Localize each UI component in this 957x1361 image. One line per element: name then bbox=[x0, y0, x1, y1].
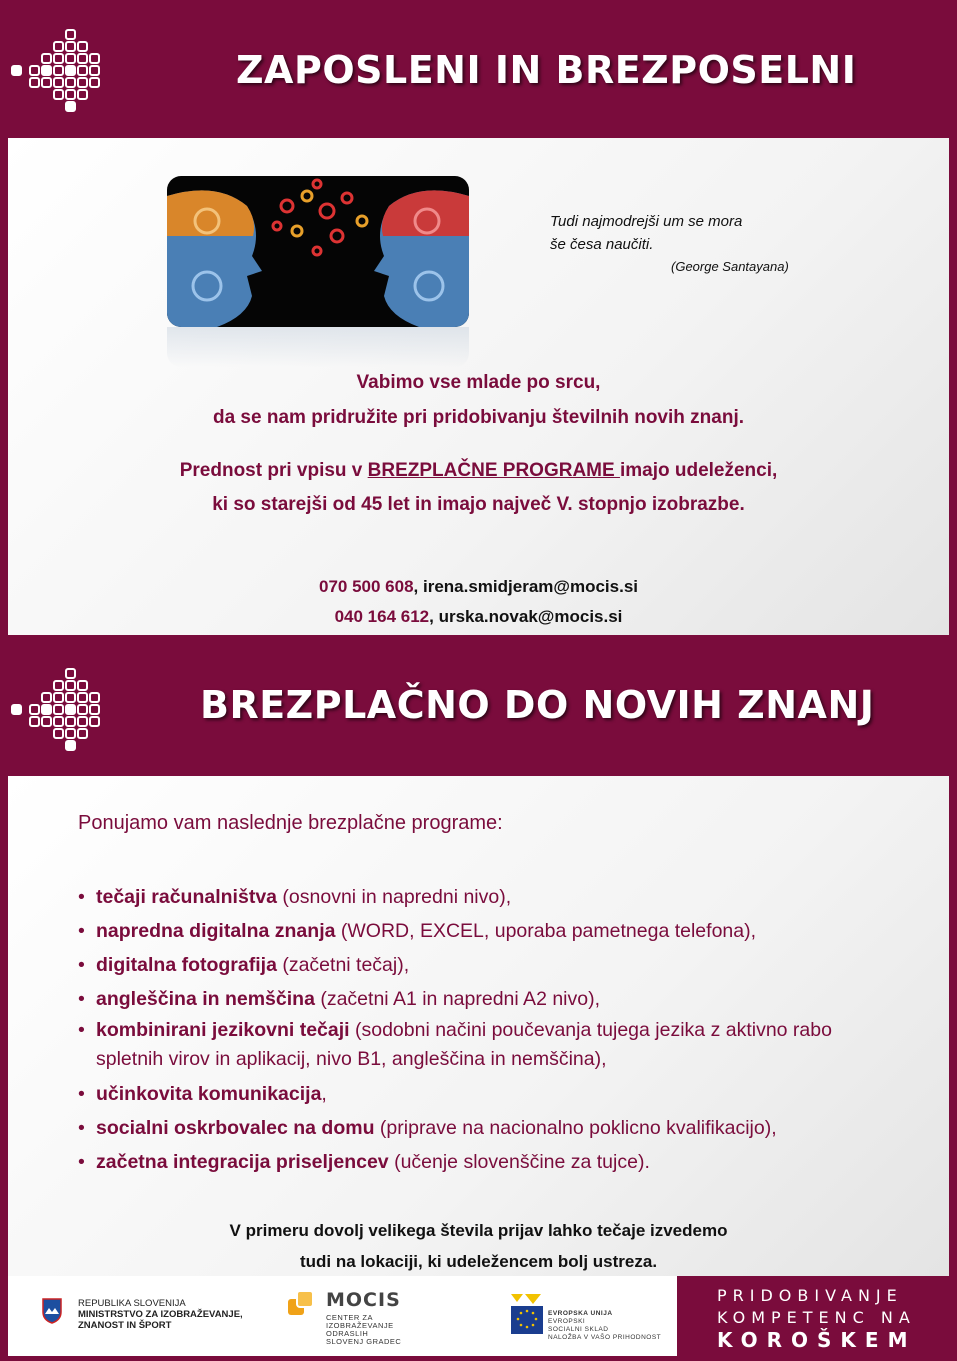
header-programs bbox=[0, 635, 957, 776]
mocis-logo-icon bbox=[287, 1290, 317, 1316]
closing-line-1: V primeru dovolj velikega števila prijav lahko tečaje izvedemo bbox=[229, 1221, 728, 1240]
contacts bbox=[8, 572, 949, 632]
slovenia-coat-of-arms-icon bbox=[42, 1298, 62, 1324]
gears-heads-illustration-icon bbox=[167, 176, 469, 327]
eu-logo-text: EVROPSKA UNIJA EVROPSKI SOCIALNI SKLAD NALOŽBA V VAŠO PRIHODNOST bbox=[548, 1310, 662, 1341]
list-item: • angleščina in nemščina (začetni A1 in napredni A2 nivo), bbox=[78, 982, 878, 1016]
quote-author: (George Santayana) bbox=[671, 259, 789, 274]
mocis-dots-logo-icon bbox=[10, 28, 104, 114]
ministry-logo-text: REPUBLIKA SLOVENIJA MINISTRSTVO ZA IZOBRAŽEVANJE, ZNANOST IN ŠPORT bbox=[78, 1298, 243, 1331]
closing-text bbox=[8, 1215, 949, 1277]
mocis-logo-name: MOCIS bbox=[326, 1289, 401, 1311]
quote-line-1: Tudi najmodrejši um se mora bbox=[550, 213, 743, 230]
list-item: • učinkovita komunikacija, bbox=[78, 1077, 878, 1111]
priority-line-2: ki so starejši od 45 let in imajo največ V. stopnjo izobrazbe. bbox=[212, 494, 745, 515]
list-item: • socialni oskrbovalec na domu (priprave na nacionalno poklicno kvalifikacijo), bbox=[78, 1111, 878, 1145]
quote-line-2: še česa naučiti. bbox=[550, 236, 654, 253]
invite-line-1: Vabimo vse mlade po srcu, bbox=[356, 372, 601, 393]
footer-logos bbox=[8, 1276, 677, 1356]
contact-item bbox=[8, 602, 949, 632]
mocis-dots-logo-icon bbox=[10, 667, 104, 753]
list-item: • digitalna fotografija (začetni tečaj), bbox=[78, 948, 878, 982]
contact-phone[interactable]: 070 500 608 bbox=[319, 577, 414, 596]
contact-email[interactable]: , irena.smidjeram@mocis.si bbox=[413, 577, 638, 596]
list-item: • kombinirani jezikovni tečaji (sodobni načini poučevanja tujega jezika z aktivno rabo spletnih virov in aplikacij, nivo B1, angleščina in nemščina), bbox=[78, 1016, 878, 1077]
programs-list bbox=[78, 880, 878, 1179]
list-item: • napredna digitalna znanja (WORD, EXCEL, uporaba pametnega telefona), bbox=[78, 914, 878, 948]
page-title: ZAPOSLENI IN BREZPOSELNI bbox=[236, 48, 857, 92]
project-label-box bbox=[677, 1276, 949, 1356]
priority-line-1: Prednost pri vpisu v BREZPLAČNE PROGRAME imajo udeleženci, bbox=[179, 460, 778, 481]
invite-line-2: da se nam pridružite pri pridobivanju številnih novih znanj. bbox=[212, 407, 745, 428]
quote bbox=[550, 210, 789, 274]
programs-intro: Ponujamo vam naslednje brezplačne programe: bbox=[78, 812, 503, 834]
header-top bbox=[0, 0, 957, 138]
image-reflection bbox=[167, 327, 469, 367]
section-title: BREZPLAČNO DO NOVIH ZNANJ bbox=[200, 683, 875, 727]
project-label: PRIDOBIVANJE KOMPETENC NA KOROŠKEM bbox=[717, 1286, 917, 1352]
mocis-logo-sub: CENTER ZA IZOBRAŽEVANJE ODRASLIH SLOVENJ GRADEC bbox=[326, 1313, 402, 1346]
free-programs-link[interactable]: BREZPLAČNE PROGRAME bbox=[367, 460, 620, 481]
list-item: • tečaji računalništva (osnovni in napredni nivo), bbox=[78, 880, 878, 914]
intro-panel bbox=[8, 138, 949, 635]
brain-gears-image bbox=[167, 176, 469, 327]
list-item: • začetna integracija priseljencev (učenje slovenščine za tujce). bbox=[78, 1145, 878, 1179]
priority-text bbox=[8, 454, 949, 522]
contact-item bbox=[8, 572, 949, 602]
eu-flag-icon bbox=[509, 1292, 545, 1338]
contact-email[interactable]: , urska.novak@mocis.si bbox=[429, 607, 623, 626]
invite-text bbox=[8, 365, 949, 435]
closing-line-2: tudi na lokaciji, ki udeležencem bolj ustreza. bbox=[299, 1252, 658, 1271]
contact-phone[interactable]: 040 164 612 bbox=[334, 607, 430, 626]
